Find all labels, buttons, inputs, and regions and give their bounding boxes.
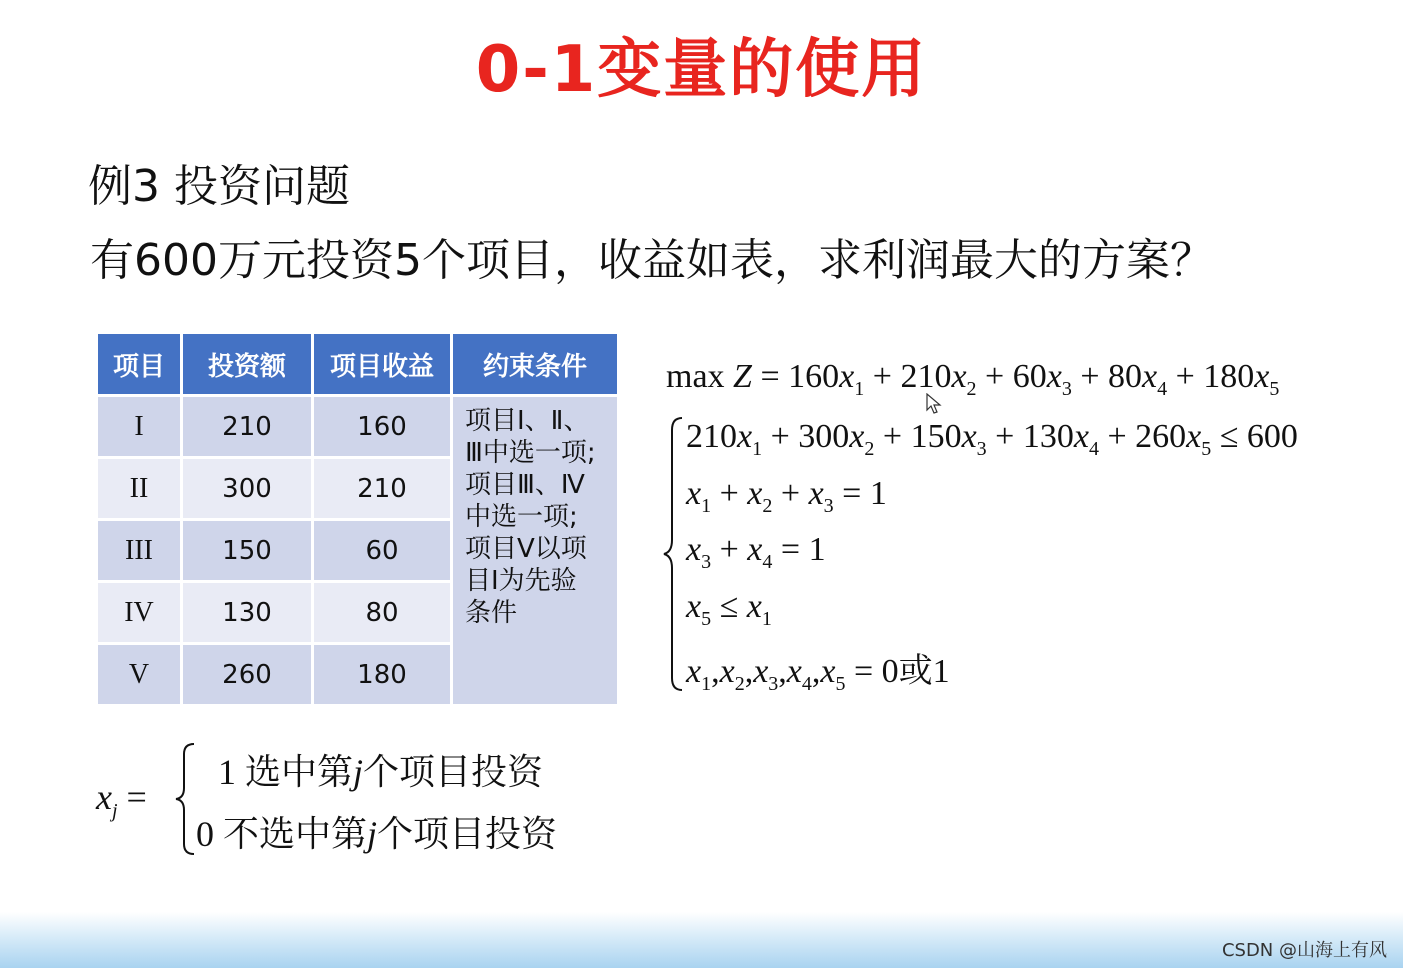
obj-coef: 60 [1012,358,1047,395]
cell-revenue: 160 [313,396,452,458]
obj-sub: 3 [1061,378,1072,400]
cell-project: III [97,520,182,582]
header-investment: 投资额 [182,333,313,396]
objective-function: $\max Z = 160x_1 + 210x_2 + 60x_3 + 80x_4 + 180x_5$ [666,358,1280,400]
header-constraints: 约束条件 [452,333,619,396]
cell-investment: 150 [182,520,313,582]
constraint-choose-one-34: $x_3 + x_4 = 1$ [686,531,826,573]
project-table [95,331,620,707]
constraint-line: 中选一项; [465,502,578,532]
objective-variable: Z [733,358,752,395]
obj-coef: 80 [1108,358,1142,395]
table-row [97,396,619,458]
cell-project: V [97,644,182,706]
definition-case-selected: 1 选中第j个项目投资 [218,752,544,792]
footer-decoration [0,912,1403,968]
slide-title: 0-1变量的使用 [475,33,928,107]
max-keyword: max [666,358,725,395]
example-heading: 例3 投资问题 [88,161,350,212]
obj-sub: 2 [966,378,977,400]
cell-revenue: 80 [313,582,452,644]
constraint-line: 项目Ⅰ、Ⅱ、 [465,406,590,436]
constraint-brace-icon [662,416,686,692]
mouse-cursor-icon [926,393,942,415]
cell-investment: 210 [182,396,313,458]
constraint-line: 目Ⅰ为先验 [465,566,577,596]
constraint-line: Ⅲ中选一项; [465,438,596,468]
constraint-line: 项目Ⅴ以项 [465,534,587,564]
constraint-budget: $210x_1 + 300x_2 + 150x_3 + 130x_4 + 260x_5 \le 600$ [686,418,1298,460]
constraint-line: 项目Ⅲ、Ⅳ [465,470,585,500]
cell-revenue: 60 [313,520,452,582]
cell-project: I [97,396,182,458]
cell-investment: 260 [182,644,313,706]
constraint-binary: $x_1,x_2,x_3,x_4,x_5 = 0$或1 [686,653,950,695]
definition-brace-icon [174,742,198,856]
obj-sub: 5 [1269,378,1280,400]
cell-revenue: 180 [313,644,452,706]
cell-revenue: 210 [313,458,452,520]
problem-statement: 有600万元投资5个项目，收益如表，求利润最大的方案？ [90,235,1214,286]
cell-investment: 130 [182,582,313,644]
cell-project: IV [97,582,182,644]
obj-coef: 210 [900,358,952,395]
constraint-line: 条件 [465,598,518,628]
cell-investment: 300 [182,458,313,520]
definition-variable: $x_j$ = [96,777,147,822]
obj-coef: 180 [1203,358,1255,395]
header-revenue: 项目收益 [313,333,452,396]
constraint-prerequisite: $x_5 \le x_1$ [686,588,772,630]
cell-constraints [452,396,619,706]
header-project: 项目 [97,333,182,396]
obj-sub: 1 [854,378,865,400]
cell-project: II [97,458,182,520]
table-header-row [97,333,619,396]
obj-coef: 160 [788,358,840,395]
definition-case-not-selected: 0 不选中第j个项目投资 [196,814,558,854]
constraint-choose-one-123: $x_1 + x_2 + x_3 = 1$ [686,475,887,517]
watermark-credit: CSDN @山海上有风 [1221,940,1387,961]
obj-sub: 4 [1157,378,1168,400]
